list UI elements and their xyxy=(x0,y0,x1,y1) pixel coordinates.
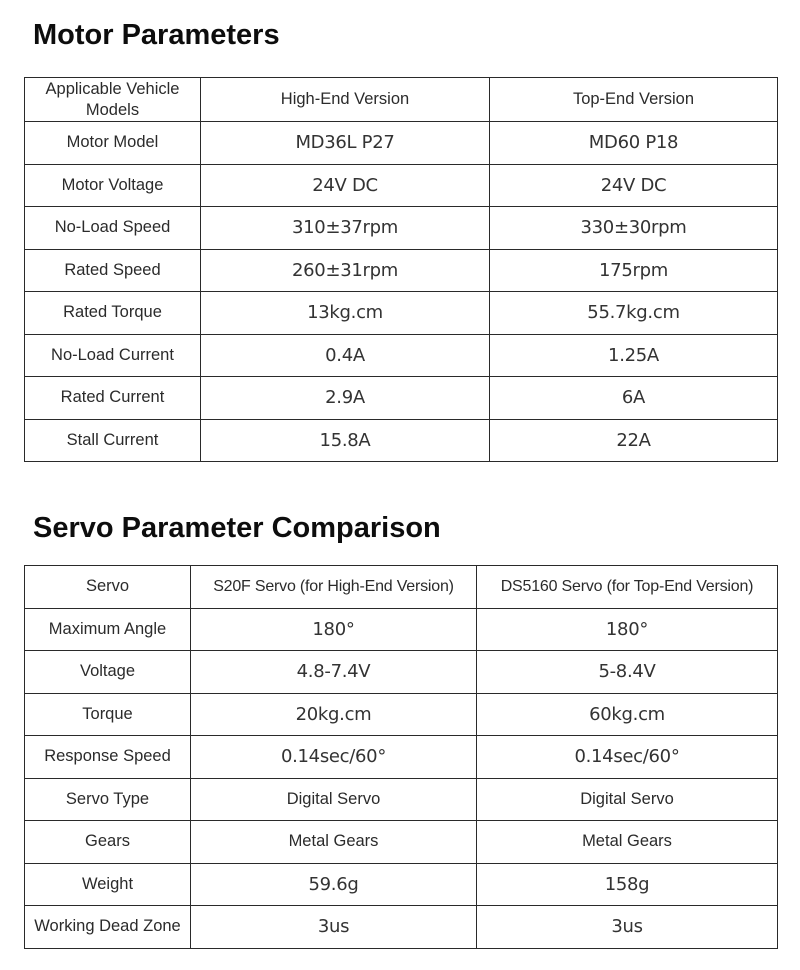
top-end-value: 3us xyxy=(477,906,778,949)
header-cell-s20f-servo: S20F Servo (for High-End Version) xyxy=(191,566,477,609)
table-row xyxy=(25,778,778,821)
top-end-value: 24V DC xyxy=(490,164,778,207)
row-label: Weight xyxy=(25,863,191,906)
high-end-value: 3us xyxy=(191,906,477,949)
table-row xyxy=(25,608,778,651)
row-label: Gears xyxy=(25,821,191,864)
table-row xyxy=(25,334,778,377)
row-label: Rated Torque xyxy=(25,292,201,335)
high-end-value: 2.9A xyxy=(201,377,490,420)
top-end-value: MD60 P18 xyxy=(490,122,778,165)
table-row xyxy=(25,651,778,694)
row-label: Rated Current xyxy=(25,377,201,420)
table-header-row xyxy=(25,566,778,609)
header-cell-high-end: High-End Version xyxy=(201,78,490,122)
high-end-value: 260±31rpm xyxy=(201,249,490,292)
high-end-value: 15.8A xyxy=(201,419,490,462)
high-end-value: 13kg.cm xyxy=(201,292,490,335)
row-label: Maximum Angle xyxy=(25,608,191,651)
row-label: Working Dead Zone xyxy=(25,906,191,949)
servo-comparison-table xyxy=(24,565,778,949)
row-label: Response Speed xyxy=(25,736,191,779)
row-label: Motor Voltage xyxy=(25,164,201,207)
table-row xyxy=(25,419,778,462)
table-row xyxy=(25,821,778,864)
motor-parameters-title: Motor Parameters xyxy=(33,19,280,51)
top-end-value: Digital Servo xyxy=(477,778,778,821)
servo-comparison-title: Servo Parameter Comparison xyxy=(33,512,441,544)
row-label: No-Load Current xyxy=(25,334,201,377)
row-label: Servo Type xyxy=(25,778,191,821)
high-end-value: 0.4A xyxy=(201,334,490,377)
top-end-value: 60kg.cm xyxy=(477,693,778,736)
table-row xyxy=(25,249,778,292)
row-label: No-Load Speed xyxy=(25,207,201,250)
top-end-value: 22A xyxy=(490,419,778,462)
header-cell-ds5160-servo: DS5160 Servo (for Top-End Version) xyxy=(477,566,778,609)
table-row xyxy=(25,693,778,736)
high-end-value: Digital Servo xyxy=(191,778,477,821)
high-end-value: 59.6g xyxy=(191,863,477,906)
header-cell-servo: Servo xyxy=(25,566,191,609)
high-end-value: 24V DC xyxy=(201,164,490,207)
top-end-value: 0.14sec/60° xyxy=(477,736,778,779)
high-end-value: 180° xyxy=(191,608,477,651)
table-row xyxy=(25,863,778,906)
motor-parameters-table xyxy=(24,77,778,462)
row-label: Torque xyxy=(25,693,191,736)
top-end-value: 175rpm xyxy=(490,249,778,292)
row-label: Motor Model xyxy=(25,122,201,165)
table-row xyxy=(25,207,778,250)
table-row xyxy=(25,906,778,949)
top-end-value: 180° xyxy=(477,608,778,651)
high-end-value: Metal Gears xyxy=(191,821,477,864)
high-end-value: 20kg.cm xyxy=(191,693,477,736)
top-end-value: Metal Gears xyxy=(477,821,778,864)
table-row xyxy=(25,292,778,335)
table-row xyxy=(25,377,778,420)
top-end-value: 1.25A xyxy=(490,334,778,377)
top-end-value: 330±30rpm xyxy=(490,207,778,250)
header-cell-vehicle-models: Applicable Vehicle Models xyxy=(25,78,201,122)
row-label: Stall Current xyxy=(25,419,201,462)
row-label: Voltage xyxy=(25,651,191,694)
top-end-value: 158g xyxy=(477,863,778,906)
table-row xyxy=(25,164,778,207)
top-end-value: 5-8.4V xyxy=(477,651,778,694)
table-header-row xyxy=(25,78,778,122)
table-row xyxy=(25,122,778,165)
high-end-value: 0.14sec/60° xyxy=(191,736,477,779)
high-end-value: 4.8-7.4V xyxy=(191,651,477,694)
table-row xyxy=(25,736,778,779)
top-end-value: 6A xyxy=(490,377,778,420)
top-end-value: 55.7kg.cm xyxy=(490,292,778,335)
row-label: Rated Speed xyxy=(25,249,201,292)
high-end-value: MD36L P27 xyxy=(201,122,490,165)
header-cell-top-end: Top-End Version xyxy=(490,78,778,122)
high-end-value: 310±37rpm xyxy=(201,207,490,250)
